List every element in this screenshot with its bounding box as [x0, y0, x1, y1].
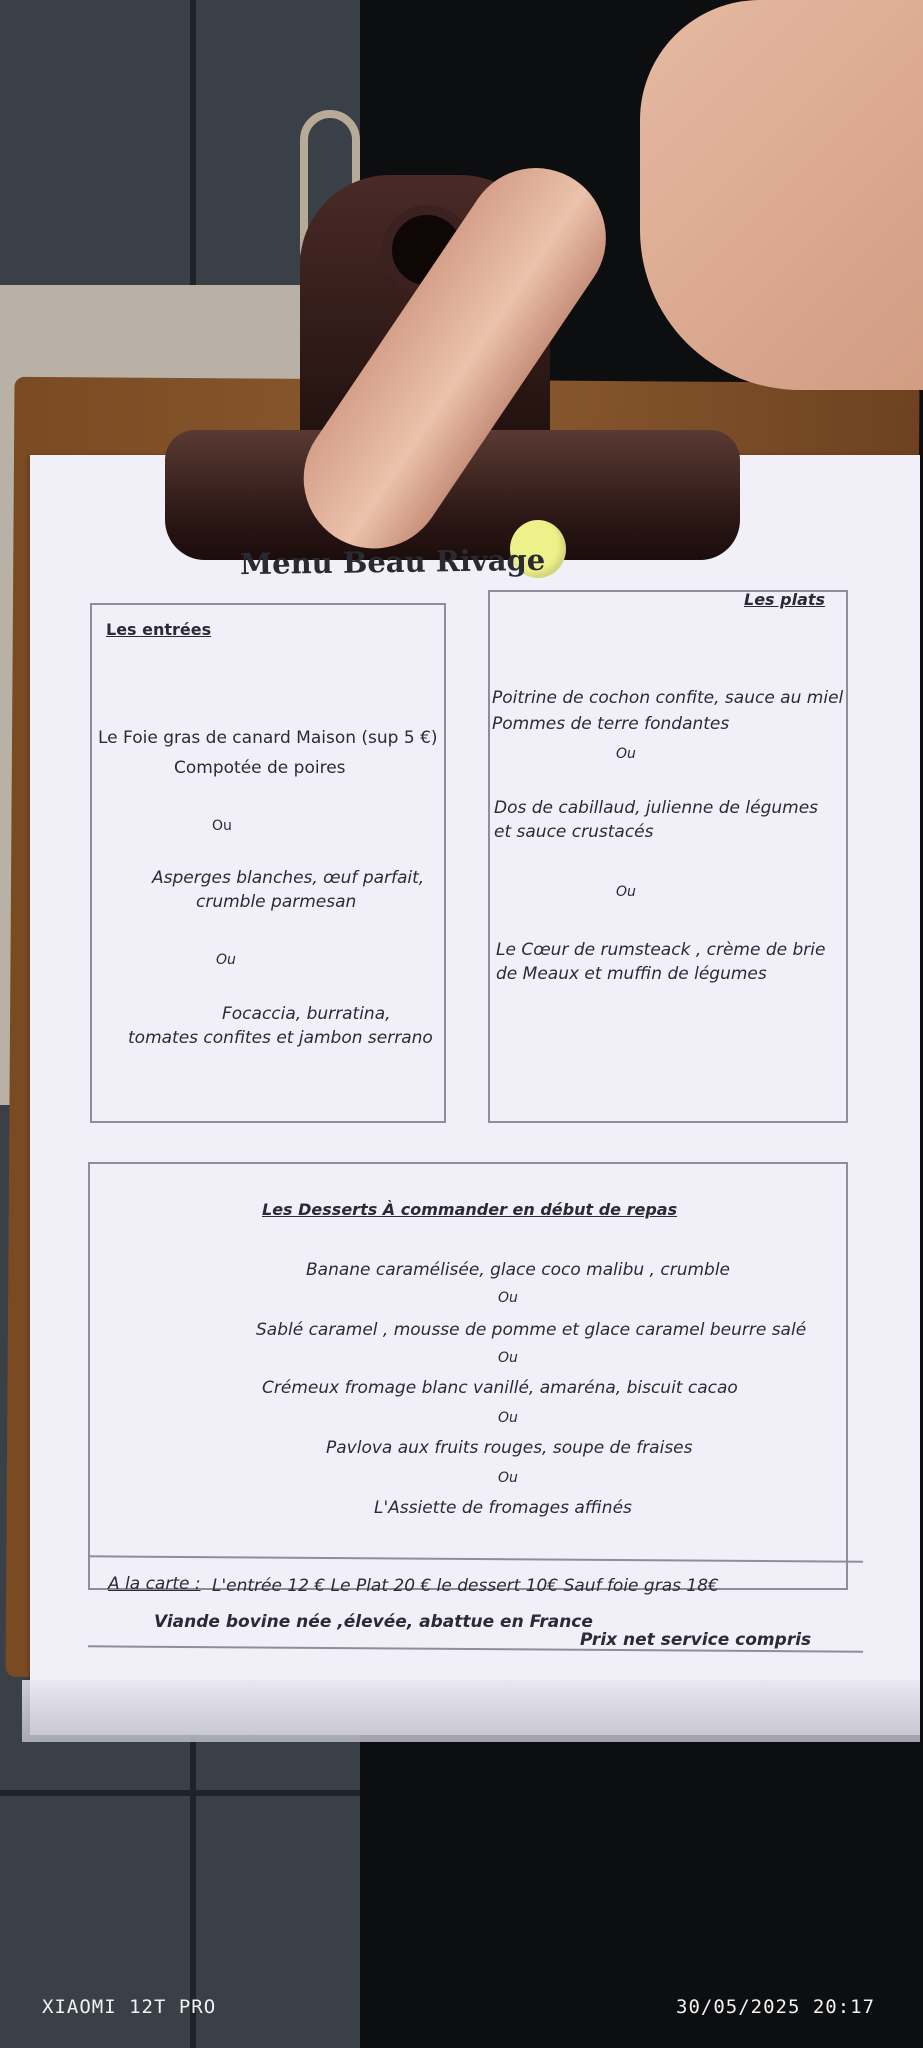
plat-2-line1: Dos de cabillaud, julienne de légumes: [494, 798, 819, 818]
entrees-heading: Les entrées: [106, 620, 212, 639]
plat-2-line2: et sauce crustacés: [494, 822, 654, 842]
plat-separator: Ou: [616, 884, 636, 900]
plats-heading: Les plats: [744, 590, 826, 609]
a-la-carte-label: A la carte :: [108, 1574, 201, 1594]
camera-watermark: XIAOMI 12T PRO: [42, 1996, 217, 2018]
entree-2-line2: crumble parmesan: [196, 892, 357, 912]
dessert-4: Pavlova aux fruits rouges, soupe de fraises: [326, 1438, 693, 1458]
dessert-5: L'Assiette de fromages affinés: [374, 1498, 632, 1518]
plat-1-line2: Pommes de terre fondantes: [492, 714, 730, 734]
entree-1-line2: Compotée de poires: [174, 758, 346, 778]
plat-1-line1: Poitrine de cochon confite, sauce au miel: [492, 688, 844, 708]
desserts-heading: Les Desserts À commander en début de repas: [262, 1200, 678, 1219]
entree-3-line1: Focaccia, burratina,: [222, 1004, 391, 1024]
plat-separator: Ou: [616, 746, 636, 762]
hand: [640, 0, 923, 390]
entree-3-line2: tomates confites et jambon serrano: [128, 1028, 433, 1048]
entree-separator: Ou: [216, 952, 236, 968]
dessert-2: Sablé caramel , mousse de pomme et glace caramel beurre salé: [256, 1320, 807, 1340]
dessert-1: Banane caramélisée, glace coco malibu , crumble: [306, 1260, 731, 1280]
datetime-watermark: 30/05/2025 20:17: [676, 1996, 876, 2018]
plats-panel: [488, 590, 848, 1123]
price-note: Prix net service compris: [580, 1630, 812, 1650]
entree-separator: Ou: [212, 818, 232, 834]
plat-3-line1: Le Cœur de rumsteack , crème de brie: [496, 940, 826, 960]
menu-title: Menu Beau Rivage: [239, 542, 546, 582]
dessert-3: Crémeux fromage blanc vanillé, amaréna, biscuit cacao: [262, 1378, 738, 1398]
plat-3-line2: de Meaux et muffin de légumes: [496, 964, 767, 984]
meat-origin-note: Viande bovine née ,élevée, abattue en France: [154, 1612, 593, 1632]
desserts-panel: [88, 1162, 848, 1590]
dessert-separator: Ou: [498, 1410, 518, 1426]
dessert-separator: Ou: [498, 1350, 518, 1366]
a-la-carte-prices: L'entrée 12 € Le Plat 20 € le dessert 10€ Sauf foie gras 18€: [212, 1576, 719, 1596]
entree-1-line1: Le Foie gras de canard Maison (sup 5 €): [98, 728, 438, 748]
plastic-sleeve-edge: [22, 1680, 920, 1742]
entree-2-line1: Asperges blanches, œuf parfait,: [152, 868, 425, 888]
dessert-separator: Ou: [498, 1290, 518, 1306]
dessert-separator: Ou: [498, 1470, 518, 1486]
tile-grout: [0, 1790, 380, 1796]
